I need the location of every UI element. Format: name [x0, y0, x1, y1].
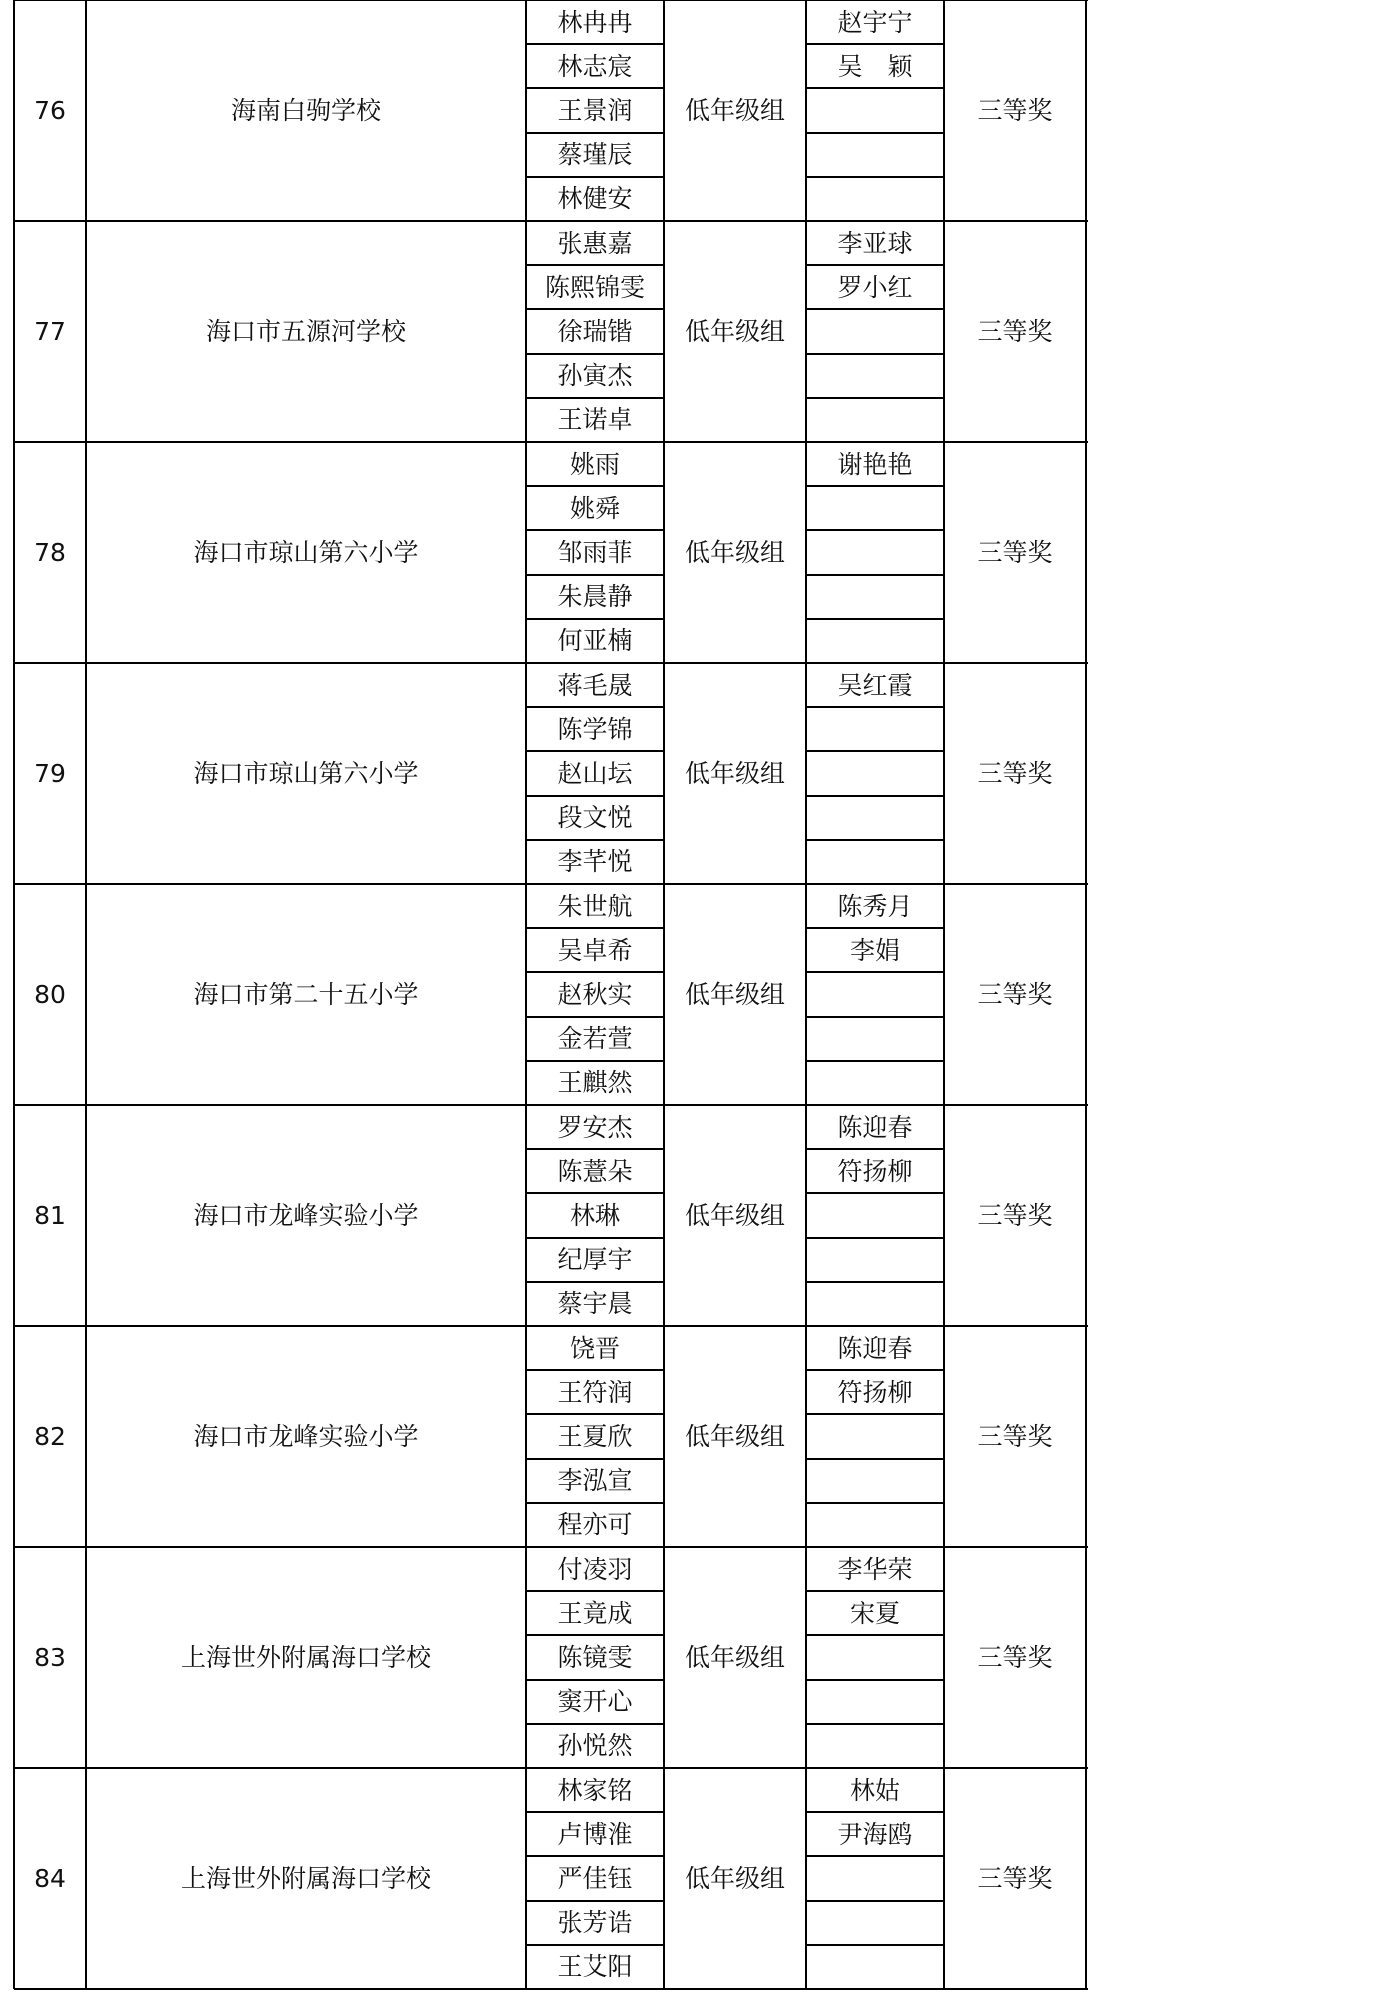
grid-line: [526, 485, 664, 487]
grid-line: [526, 618, 664, 620]
student-name: 朱世航: [557, 891, 633, 921]
grid-line: [526, 1855, 664, 1857]
award-level: 三等奖: [977, 759, 1053, 788]
grid-line: [526, 574, 664, 576]
student-name: 饶晋: [569, 1333, 620, 1363]
grid-line: [806, 1237, 944, 1239]
teacher-name: [806, 1282, 944, 1326]
grid-line: [526, 529, 664, 531]
teacher-name: 林姑: [849, 1775, 900, 1805]
student-name: 林志宸: [557, 51, 633, 81]
school-name: 海口市五源河学校: [205, 317, 406, 346]
grid-line: [806, 574, 944, 576]
teacher-name: [806, 972, 944, 1016]
student-name: 姚雨: [569, 449, 620, 479]
grid-line: [806, 927, 944, 929]
grid-line: [13, 0, 15, 1989]
teacher-name: [806, 751, 944, 795]
teacher-name: [806, 1635, 944, 1679]
award-level: 三等奖: [977, 1201, 1053, 1230]
grid-line: [526, 1811, 664, 1813]
grid-line: [806, 87, 944, 89]
grid-line: [526, 1281, 664, 1283]
student-name: 陈熙锦雯: [544, 272, 645, 302]
age-group: 低年级组: [684, 980, 785, 1009]
entry-number: 83: [34, 1643, 66, 1672]
award-level: 三等奖: [977, 96, 1053, 125]
grid-line: [806, 1192, 944, 1194]
grid-line: [806, 176, 944, 178]
teacher-name: 陈迎春: [837, 1112, 913, 1142]
student-name: 罗安杰: [557, 1112, 633, 1142]
grid-line: [806, 1900, 944, 1902]
grid-line: [526, 1369, 664, 1371]
grid-line: [806, 397, 944, 399]
grid-line: [14, 662, 1088, 664]
student-name: 林健安: [557, 184, 633, 214]
entry-number: 76: [34, 96, 66, 125]
teacher-name: 符扬柳: [837, 1377, 913, 1407]
grid-line: [526, 308, 664, 310]
teacher-name: 吴红霞: [837, 670, 913, 700]
grid-line: [526, 927, 664, 929]
student-name: 严佳钰: [557, 1863, 633, 1893]
student-name: 陈镜雯: [557, 1642, 633, 1672]
teacher-name: [806, 1724, 944, 1768]
age-group: 低年级组: [684, 1422, 785, 1451]
grid-line: [806, 839, 944, 841]
age-group: 低年级组: [684, 1643, 785, 1672]
age-group: 低年级组: [684, 538, 785, 567]
grid-line: [526, 1723, 664, 1725]
grid-line: [806, 1458, 944, 1460]
grid-line: [525, 0, 527, 1989]
teacher-name: 宋夏: [849, 1598, 900, 1628]
teacher-name: [806, 354, 944, 398]
grid-line: [14, 0, 1088, 1]
student-name: 李芊悦: [557, 847, 633, 877]
teacher-name: [806, 398, 944, 442]
teacher-name: 尹海鸥: [837, 1819, 913, 1849]
teacher-name: 吴 颖: [837, 51, 913, 81]
grid-line: [526, 971, 664, 973]
grid-line: [806, 1634, 944, 1636]
entry-number: 78: [34, 538, 66, 567]
teacher-name: [806, 1680, 944, 1724]
entry-number: 77: [34, 317, 66, 346]
award-level: 三等奖: [977, 1643, 1053, 1672]
award-level: 三等奖: [977, 317, 1053, 346]
grid-line: [526, 839, 664, 841]
school-name: 海口市琼山第六小学: [193, 759, 419, 788]
student-name: 段文悦: [557, 803, 633, 833]
student-name: 姚舜: [569, 493, 620, 523]
grid-line: [806, 485, 944, 487]
grid-line: [806, 1369, 944, 1371]
entry-number: 80: [34, 980, 66, 1009]
grid-line: [14, 220, 1088, 222]
student-name: 林家铭: [557, 1775, 633, 1805]
award-level: 三等奖: [977, 538, 1053, 567]
award-level: 三等奖: [977, 1422, 1053, 1451]
student-name: 王夏欣: [557, 1421, 633, 1451]
grid-line: [806, 529, 944, 531]
grid-line: [806, 1855, 944, 1857]
grid-line: [526, 706, 664, 708]
student-name: 金若萱: [557, 1024, 633, 1054]
student-name: 孙悦然: [557, 1731, 633, 1761]
teacher-name: [806, 1414, 944, 1458]
teacher-name: [806, 1017, 944, 1061]
student-name: 蒋毛晟: [557, 670, 633, 700]
grid-line: [806, 1148, 944, 1150]
grid-line: [14, 1104, 1088, 1106]
student-name: 徐瑞锴: [557, 316, 633, 346]
teacher-name: 李华荣: [837, 1554, 913, 1584]
grid-line: [806, 1016, 944, 1018]
grid-line: [806, 1060, 944, 1062]
school-name: 海口市第二十五小学: [193, 980, 419, 1009]
grid-line: [526, 87, 664, 89]
grid-line: [526, 1237, 664, 1239]
grid-line: [526, 1679, 664, 1681]
grid-line: [806, 1811, 944, 1813]
student-name: 陈学锦: [557, 714, 633, 744]
school-name: 海南白驹学校: [230, 96, 381, 125]
teacher-name: 谢艳艳: [837, 449, 913, 479]
teacher-name: [806, 707, 944, 751]
teacher-name: [806, 1945, 944, 1989]
grid-line: [806, 43, 944, 45]
grid-line: [806, 795, 944, 797]
teacher-name: 李亚球: [837, 228, 913, 258]
grid-line: [806, 1723, 944, 1725]
grid-line: [526, 397, 664, 399]
student-name: 王麒然: [557, 1068, 633, 1098]
grid-line: [806, 308, 944, 310]
teacher-name: 陈秀月: [837, 891, 913, 921]
student-name: 卢博淮: [557, 1819, 633, 1849]
age-group: 低年级组: [684, 317, 785, 346]
school-name: 海口市龙峰实验小学: [193, 1201, 419, 1230]
teacher-name: [806, 796, 944, 840]
teacher-name: [806, 1061, 944, 1105]
student-name: 赵秋实: [557, 979, 633, 1009]
grid-line: [806, 750, 944, 752]
grid-line: [14, 1988, 1088, 1990]
student-name: 张芳诰: [557, 1908, 633, 1938]
grid-line: [526, 176, 664, 178]
grid-line: [14, 883, 1088, 885]
student-name: 王诺卓: [557, 405, 633, 435]
teacher-name: 赵宇宁: [837, 7, 913, 37]
grid-line: [526, 43, 664, 45]
school-name: 上海世外附属海口学校: [180, 1864, 431, 1893]
grid-line: [806, 971, 944, 973]
grid-line: [806, 1679, 944, 1681]
grid-line: [526, 1634, 664, 1636]
school-name: 海口市龙峰实验小学: [193, 1422, 419, 1451]
student-name: 李泓宣: [557, 1466, 633, 1496]
teacher-name: [806, 619, 944, 663]
student-name: 蔡瑾辰: [557, 140, 633, 170]
grid-line: [526, 1502, 664, 1504]
grid-line: [806, 132, 944, 134]
grid-line: [85, 0, 87, 1989]
grid-line: [806, 1944, 944, 1946]
teacher-name: [806, 840, 944, 884]
grid-line: [14, 441, 1088, 443]
student-name: 林琳: [569, 1200, 620, 1230]
student-name: 赵山坛: [557, 758, 633, 788]
teacher-name: [806, 1459, 944, 1503]
teacher-name: [806, 1238, 944, 1282]
grid-line: [806, 264, 944, 266]
grid-line: [526, 1148, 664, 1150]
age-group: 低年级组: [684, 759, 785, 788]
grid-line: [806, 1590, 944, 1592]
award-level: 三等奖: [977, 980, 1053, 1009]
teacher-name: [806, 1193, 944, 1237]
student-name: 孙寅杰: [557, 361, 633, 391]
grid-line: [526, 1060, 664, 1062]
student-name: 程亦可: [557, 1510, 633, 1540]
grid-line: [526, 264, 664, 266]
age-group: 低年级组: [684, 1864, 785, 1893]
grid-line: [806, 618, 944, 620]
grid-line: [526, 1590, 664, 1592]
grid-line: [526, 1016, 664, 1018]
grid-line: [663, 0, 665, 1989]
grid-line: [806, 1413, 944, 1415]
grid-line: [943, 0, 945, 1989]
entry-number: 81: [34, 1201, 66, 1230]
grid-line: [526, 1458, 664, 1460]
teacher-name: [806, 486, 944, 530]
teacher-name: [806, 177, 944, 221]
grid-line: [526, 795, 664, 797]
teacher-name: [806, 133, 944, 177]
student-name: 张惠嘉: [557, 228, 633, 258]
student-name: 王景润: [557, 95, 633, 125]
teacher-name: 符扬柳: [837, 1156, 913, 1186]
teacher-name: [806, 309, 944, 353]
grid-line: [806, 706, 944, 708]
teacher-name: 罗小红: [837, 272, 913, 302]
school-name: 海口市琼山第六小学: [193, 538, 419, 567]
age-group: 低年级组: [684, 1201, 785, 1230]
grid-line: [526, 1944, 664, 1946]
student-name: 蔡宇晨: [557, 1289, 633, 1319]
grid-line: [526, 1413, 664, 1415]
teacher-name: 李娟: [849, 935, 900, 965]
teacher-name: 陈迎春: [837, 1333, 913, 1363]
teacher-name: [806, 1856, 944, 1900]
teacher-name: [806, 1503, 944, 1547]
grid-line: [806, 1502, 944, 1504]
grid-line: [526, 750, 664, 752]
grid-line: [526, 1900, 664, 1902]
grid-line: [14, 1325, 1088, 1327]
entry-number: 84: [34, 1864, 66, 1893]
student-name: 何亚楠: [557, 626, 633, 656]
teacher-name: [806, 575, 944, 619]
student-name: 吴卓希: [557, 935, 633, 965]
grid-line: [805, 0, 807, 1989]
school-name: 上海世外附属海口学校: [180, 1643, 431, 1672]
grid-line: [14, 1546, 1088, 1548]
age-group: 低年级组: [684, 96, 785, 125]
student-name: 王符润: [557, 1377, 633, 1407]
grid-line: [526, 132, 664, 134]
grid-line: [526, 353, 664, 355]
teacher-name: [806, 88, 944, 132]
grid-line: [1085, 0, 1087, 1989]
student-name: 纪厚宇: [557, 1245, 633, 1275]
student-name: 朱晨静: [557, 582, 633, 612]
teacher-name: [806, 530, 944, 574]
entry-number: 79: [34, 759, 66, 788]
teacher-name: [806, 1901, 944, 1945]
grid-line: [806, 1281, 944, 1283]
entry-number: 82: [34, 1422, 66, 1451]
student-name: 陈薏朵: [557, 1156, 633, 1186]
award-level: 三等奖: [977, 1864, 1053, 1893]
student-name: 付凌羽: [557, 1554, 633, 1584]
grid-line: [14, 1767, 1088, 1769]
grid-line: [526, 1192, 664, 1194]
student-name: 邹雨菲: [557, 537, 633, 567]
student-name: 林冉冉: [557, 7, 633, 37]
student-name: 窦开心: [557, 1687, 633, 1717]
grid-line: [806, 353, 944, 355]
student-name: 王艾阳: [557, 1952, 633, 1982]
student-name: 王竟成: [557, 1598, 633, 1628]
